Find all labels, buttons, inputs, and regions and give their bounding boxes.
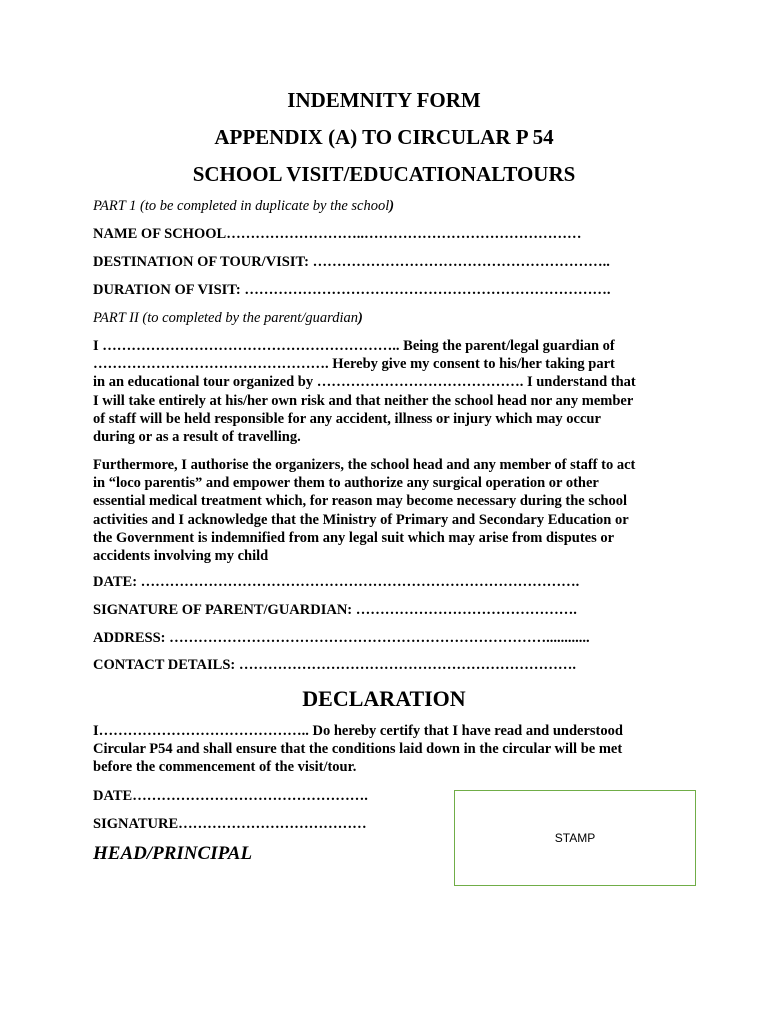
consent-line: of staff will be held responsible for any accident, illness or injury which may occur <box>93 410 601 427</box>
parent-date-field[interactable]: DATE: ………………………………………………………………………………. <box>93 574 580 590</box>
consent-line[interactable]: …………………………………………. Hereby give my consent to his/her taking part <box>93 356 615 373</box>
declaration-paragraph <box>93 722 683 777</box>
authorise-line: activities and I acknowledge that the Ministry of Primary and Secondary Education or <box>93 511 629 528</box>
consent-paragraph <box>93 337 683 446</box>
stamp-box[interactable] <box>454 790 696 886</box>
part1-heading <box>93 198 394 215</box>
authorise-line: Furthermore, I authorise the organizers, the school head and any member of staff to act <box>93 457 636 473</box>
parent-contact-field[interactable]: CONTACT DETAILS: ……………………………………………………………. <box>93 657 576 673</box>
consent-line: during or as a result of travelling. <box>93 429 301 446</box>
name-of-school-field[interactable]: NAME OF SCHOOL………………………..……………………………………… <box>93 226 582 242</box>
declaration-line: before the commencement of the visit/tour. <box>93 759 357 776</box>
consent-line[interactable]: I …………………………………………………….. Being the parent/legal guardian of <box>93 338 615 354</box>
destination-field[interactable]: DESTINATION OF TOUR/VISIT: …………………………………………………….. <box>93 254 610 270</box>
head-principal-label: HEAD/PRINCIPAL <box>93 843 253 864</box>
part2-close: ) <box>358 310 363 326</box>
authorisation-paragraph <box>93 456 683 565</box>
declaration-line: Circular P54 and shall ensure that the conditions laid down in the circular will be met <box>93 741 623 758</box>
consent-line: I will take entirely at his/her own risk and that neither the school head nor any member <box>93 392 634 409</box>
appendix-title: APPENDIX (A) TO CIRCULAR P 54 <box>214 125 554 149</box>
stamp-label: STAMP <box>554 831 596 845</box>
head-signature-field[interactable]: SIGNATURE………………………………… <box>93 816 367 832</box>
part2-note: completed by the parent/guardian <box>158 310 358 326</box>
authorise-line: essential medical treatment which, for reason may become necessary during the school <box>93 493 628 510</box>
consent-line[interactable]: in an educational tour organized by ……………………………………. I understand that <box>93 374 636 391</box>
declaration-line[interactable]: I…………………………………….. Do hereby certify that I have read and understood <box>93 723 623 739</box>
declaration-heading: DECLARATION <box>302 686 466 711</box>
authorise-line: in “loco parentis” and empower them to authorize any surgical operation or other <box>93 475 599 492</box>
authorise-line: accidents involving my child <box>93 548 269 565</box>
form-title: INDEMNITY FORM <box>287 88 481 112</box>
authorise-line: the Government is indemnified from any legal suit which may arise from disputes or <box>93 529 615 546</box>
part1-label: PART 1 ( <box>93 198 145 214</box>
parent-address-field[interactable]: ADDRESS: ……………………………………………………………………............ <box>93 630 590 646</box>
parent-signature-field[interactable]: SIGNATURE OF PARENT/GUARDIAN: ………………………………………. <box>93 602 577 618</box>
part1-close: ) <box>389 198 395 214</box>
part2-label: PART II (to <box>93 310 159 326</box>
head-date-field[interactable]: DATE…………………………………………. <box>93 788 368 804</box>
duration-field[interactable]: DURATION OF VISIT: …………………………………………………………………. <box>93 282 611 298</box>
part2-heading <box>93 310 363 327</box>
part1-note: to be completed in duplicate by the school <box>144 198 390 214</box>
form-subtitle: SCHOOL VISIT/EDUCATIONALTOURS <box>192 162 576 186</box>
